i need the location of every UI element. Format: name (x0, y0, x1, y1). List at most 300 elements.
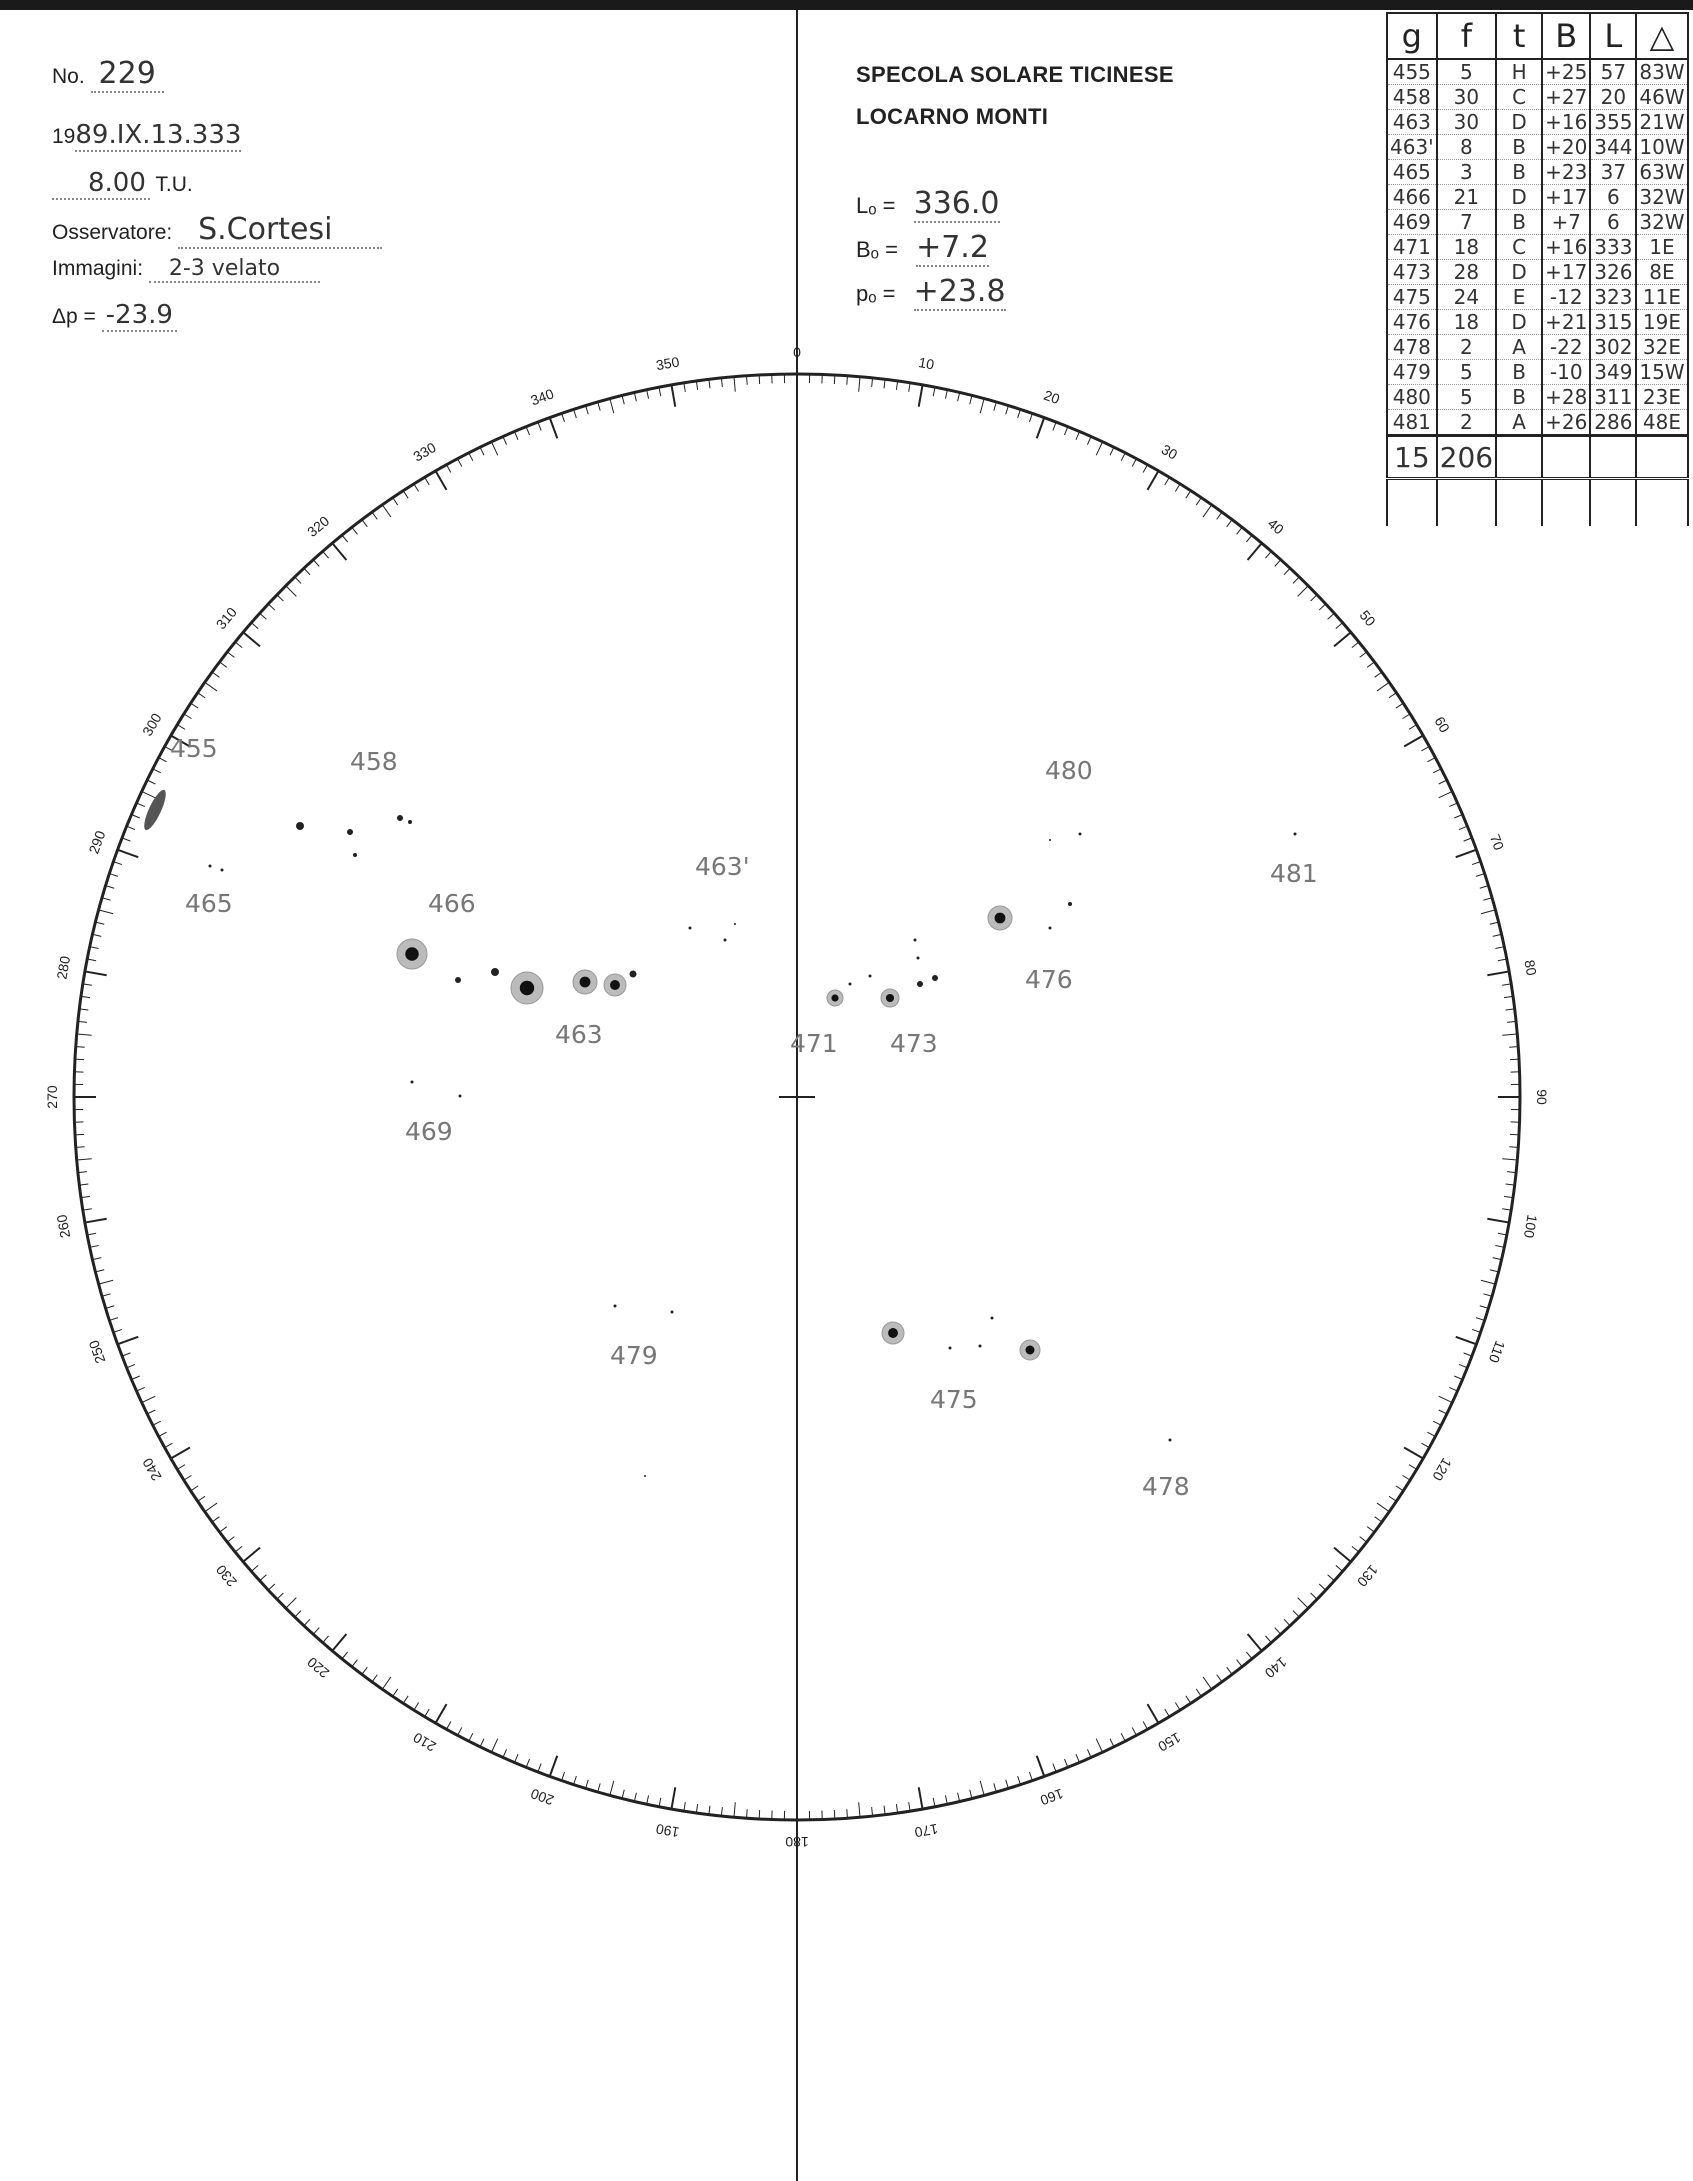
scale-tick (622, 1790, 624, 1799)
scale-tick (1490, 1270, 1499, 1272)
table-cell: 2 (1437, 410, 1496, 436)
scale-tick (1037, 418, 1045, 439)
group-label: 476 (1025, 965, 1073, 994)
scale-tick (1360, 652, 1367, 658)
table-cell: 32W (1636, 210, 1687, 235)
table-cell: 480 (1387, 385, 1437, 410)
scale-tick (342, 535, 348, 542)
scale-tick (142, 791, 156, 797)
scale-tick (1319, 604, 1326, 610)
scale-tick (436, 471, 447, 490)
scale-tick (1006, 1780, 1009, 1789)
scale-tick (586, 406, 589, 415)
scale-tick (362, 1667, 367, 1674)
scale-tick (469, 453, 473, 461)
scale-tick (1311, 595, 1317, 601)
table-cell: D (1496, 110, 1542, 135)
scale-tick (1175, 1703, 1180, 1711)
scale-tick (491, 1739, 497, 1753)
scale-tick (1509, 1147, 1518, 1148)
scale-tick (562, 413, 565, 422)
scale-tick (684, 383, 685, 392)
scale-tick (1064, 1759, 1067, 1767)
group-label: 465 (185, 889, 233, 918)
observer-label: Osservatore: (52, 221, 173, 244)
scale-tick (1367, 662, 1374, 667)
table-cell: 479 (1387, 360, 1437, 385)
scale-tick (425, 1709, 430, 1717)
scale-tick (1298, 586, 1309, 597)
angle-label: 170 (913, 1820, 940, 1841)
scale-tick (1076, 431, 1080, 439)
scale-tick (260, 1575, 267, 1581)
total-groups: 15 (1387, 436, 1437, 479)
scale-tick (1237, 527, 1243, 534)
scale-tick (313, 560, 319, 567)
time-value: 8.00 (52, 168, 150, 200)
sunspot-dot (614, 1305, 617, 1308)
table-cell: +17 (1542, 185, 1590, 210)
table-cell: +27 (1542, 85, 1590, 110)
table-cell: 463' (1387, 135, 1437, 160)
scale-tick (137, 803, 145, 807)
angle-label: 100 (1520, 1213, 1541, 1240)
table-cell: 46W (1636, 85, 1687, 110)
param-B0-label: Bₒ = (856, 237, 898, 262)
scale-tick (177, 725, 185, 730)
table-cell: C (1496, 235, 1542, 260)
table-cell: 473 (1387, 260, 1437, 285)
scale-tick (1483, 1294, 1492, 1296)
angle-label: 200 (528, 1785, 556, 1809)
scale-tick (393, 1689, 398, 1696)
sunspot-dot (979, 1345, 982, 1348)
scale-tick (1076, 1754, 1080, 1762)
table-cell: 7 (1437, 210, 1496, 235)
scale-tick (480, 447, 484, 455)
scale-tick (734, 1802, 735, 1817)
table-cell: 8 (1437, 135, 1496, 160)
scale-tick (1087, 437, 1091, 445)
group-label: 469 (405, 1117, 453, 1146)
scale-tick (859, 377, 860, 392)
angle-label: 250 (85, 1338, 109, 1366)
scale-tick (205, 1503, 217, 1512)
table-cell: 476 (1387, 310, 1437, 335)
scale-tick (1502, 1034, 1517, 1035)
scale-tick (1367, 1527, 1374, 1532)
scale-tick (1439, 1410, 1447, 1414)
scale-tick (634, 1793, 636, 1802)
sunspot-dot (455, 977, 461, 983)
sunspot-dot (644, 1475, 646, 1477)
scale-tick (1053, 422, 1056, 430)
scale-tick (480, 1739, 484, 1747)
scale-tick (1476, 1318, 1485, 1321)
scale-tick (1029, 413, 1032, 422)
table-cell: 466 (1387, 185, 1437, 210)
scale-tick (1360, 1537, 1367, 1543)
angle-label: 0 (793, 344, 801, 360)
group-label: 458 (350, 747, 398, 776)
scale-tick (77, 1159, 92, 1160)
scale-tick (1284, 1619, 1290, 1626)
sunspot-dot (1079, 833, 1082, 836)
scale-tick (574, 409, 577, 418)
group-label: 480 (1045, 756, 1093, 785)
scale-tick (1403, 1475, 1411, 1480)
param-p0-value: +23.8 (913, 274, 1006, 309)
scale-tick (562, 1772, 565, 1781)
scale-tick (1375, 1517, 1382, 1522)
sunspot-dot (397, 815, 403, 821)
scale-tick (586, 1780, 589, 1789)
scale-tick (277, 595, 283, 601)
scale-tick (85, 1219, 107, 1223)
scale-tick (220, 1527, 227, 1532)
sunspot-dot (914, 939, 917, 942)
scale-tick (403, 491, 408, 499)
sunspot-umbra (580, 977, 591, 988)
scale-tick (1064, 427, 1067, 435)
table-cell: H (1496, 59, 1542, 85)
scale-tick (1421, 1443, 1429, 1447)
table-cell: 355 (1590, 110, 1636, 135)
scale-tick (414, 1703, 419, 1711)
table-cell: 5 (1437, 360, 1496, 385)
scale-tick (1087, 1749, 1091, 1757)
table-cell: 478 (1387, 335, 1437, 360)
scale-tick (1275, 1628, 1281, 1635)
group-label: 473 (890, 1029, 938, 1058)
sunspot-dot (1294, 833, 1297, 836)
sunspot-dot (734, 923, 736, 925)
scale-tick (1481, 1280, 1495, 1284)
scale-tick (1227, 1667, 1232, 1674)
table-cell: C (1496, 85, 1542, 110)
table-cell: +21 (1542, 310, 1590, 335)
scale-tick (1483, 898, 1492, 900)
scale-tick (1336, 623, 1343, 629)
scale-tick (1396, 1486, 1404, 1491)
scale-tick (118, 1337, 139, 1345)
scale-tick (1018, 409, 1021, 418)
scale-tick (491, 442, 497, 456)
scale-tick (1196, 498, 1201, 505)
scale-tick (153, 1421, 161, 1425)
scale-tick (909, 1802, 910, 1811)
scale-tick (598, 402, 600, 411)
table-cell: 455 (1387, 59, 1437, 85)
scale-tick (251, 1565, 258, 1571)
scale-tick (1248, 1634, 1262, 1651)
col-header-g: g (1387, 13, 1437, 59)
scale-tick (184, 714, 192, 719)
angle-label: 350 (654, 353, 681, 374)
observatory-location: LOCARNO MONTI (856, 104, 1049, 129)
group-label: 463' (695, 852, 750, 881)
table-cell: B (1496, 385, 1542, 410)
sunspot-dot (353, 853, 357, 857)
scale-tick (227, 652, 234, 658)
scale-tick (93, 1258, 102, 1260)
angle-label: 40 (1264, 515, 1287, 538)
scale-tick (671, 1787, 675, 1809)
table-cell: 349 (1590, 360, 1636, 385)
scale-tick (734, 377, 735, 392)
table-cell: +16 (1542, 235, 1590, 260)
scale-tick (332, 1634, 346, 1651)
param-L0-label: Lₒ = (856, 193, 896, 218)
table-cell: 48E (1636, 410, 1687, 436)
group-label: 471 (790, 1029, 838, 1058)
table-cell: A (1496, 410, 1542, 436)
table-cell: 37 (1590, 160, 1636, 185)
scale-tick (251, 623, 258, 629)
scale-tick (684, 1802, 685, 1811)
table-cell: +23 (1542, 160, 1590, 185)
scale-tick (191, 703, 199, 708)
table-cell: 344 (1590, 135, 1636, 160)
sunspot-dot (491, 968, 499, 976)
col-header-B: B (1542, 13, 1590, 59)
scale-tick (1110, 1739, 1114, 1747)
scale-tick (847, 1809, 848, 1818)
angle-label: 310 (212, 604, 240, 633)
sunspot-dot (347, 829, 353, 835)
scale-tick (352, 1660, 358, 1667)
scale-tick (393, 498, 398, 505)
group-label: 478 (1142, 1472, 1190, 1501)
table-cell: 458 (1387, 85, 1437, 110)
table-cell: 323 (1590, 285, 1636, 310)
scale-tick (1186, 1696, 1191, 1704)
scale-tick (980, 399, 984, 413)
scale-tick (1487, 1219, 1509, 1223)
scale-tick (1480, 886, 1489, 889)
scale-tick (1375, 672, 1382, 677)
scale-tick (1029, 1772, 1032, 1781)
scale-tick (304, 1619, 310, 1626)
sunspot-umbra (886, 994, 894, 1002)
scale-tick (1311, 1593, 1317, 1599)
col-header-t: t (1496, 13, 1542, 59)
table-cell: E (1496, 285, 1542, 310)
scale-tick (1454, 815, 1462, 819)
scale-tick (286, 586, 297, 597)
scale-tick (1175, 484, 1180, 492)
scale-tick (106, 1306, 115, 1309)
scale-tick (1293, 577, 1299, 583)
scale-tick (1148, 1704, 1159, 1723)
scale-tick (1196, 1689, 1201, 1696)
scale-tick (446, 1721, 450, 1729)
scale-tick (382, 505, 391, 517)
scale-tick (1328, 1575, 1335, 1581)
scale-tick (1493, 934, 1502, 936)
scale-tick (1096, 442, 1102, 456)
table-cell: 311 (1590, 385, 1636, 410)
scale-tick (458, 459, 462, 467)
param-p0-label: pₒ = (856, 281, 896, 306)
scale-tick (1480, 1306, 1489, 1309)
scale-tick (1389, 693, 1396, 698)
scale-tick (177, 1465, 185, 1470)
angle-label: 280 (53, 954, 74, 981)
scale-tick (109, 1318, 118, 1321)
scale-tick (550, 1756, 558, 1777)
table-cell: 6 (1590, 210, 1636, 235)
table-cell: 471 (1387, 235, 1437, 260)
scale-tick (1377, 1503, 1389, 1512)
table-cell: 8E (1636, 260, 1687, 285)
scale-tick (77, 1034, 92, 1035)
scale-tick (526, 1759, 529, 1767)
table-cell: 15W (1636, 360, 1687, 385)
scale-tick (212, 672, 219, 677)
angle-label: 210 (410, 1729, 439, 1755)
scale-tick (220, 662, 227, 667)
table-cell: B (1496, 360, 1542, 385)
table-cell: B (1496, 210, 1542, 235)
scale-tick (859, 1802, 860, 1817)
scale-tick (184, 1475, 192, 1480)
sunspot-dot (991, 1317, 994, 1320)
sunspot-dot (209, 865, 212, 868)
table-cell: 286 (1590, 410, 1636, 436)
scale-tick (122, 838, 130, 841)
table-cell: +17 (1542, 260, 1590, 285)
scale-tick (127, 1364, 135, 1367)
scale-tick (1246, 1652, 1252, 1659)
scale-tick (919, 1787, 923, 1809)
table-cell: 24 (1437, 285, 1496, 310)
table-cell: 30 (1437, 85, 1496, 110)
scale-tick (122, 1353, 130, 1356)
scale-tick (538, 1764, 541, 1772)
scale-tick (127, 826, 135, 829)
scale-tick (1449, 803, 1457, 807)
sunspot-umbra (520, 981, 534, 995)
scale-tick (1427, 1432, 1435, 1436)
table-cell: D (1496, 310, 1542, 335)
sunspot-dot (671, 1311, 674, 1314)
scale-tick (165, 1443, 173, 1447)
table-cell: 302 (1590, 335, 1636, 360)
scale-tick (235, 642, 242, 648)
scale-tick (118, 850, 139, 858)
scale-tick (610, 1781, 614, 1795)
angle-label: 50 (1356, 607, 1379, 630)
scale-tick (1203, 1677, 1212, 1689)
sunspot-dot (221, 869, 224, 872)
scale-tick (1096, 1739, 1102, 1753)
sunspot-umbra (995, 913, 1006, 924)
table-cell: 83W (1636, 59, 1687, 85)
scale-tick (414, 484, 419, 492)
scale-tick (76, 1047, 85, 1048)
sunspot-dot (459, 1095, 462, 1098)
scale-tick (1053, 1764, 1056, 1772)
table-cell: A (1496, 335, 1542, 360)
scale-tick (469, 1733, 473, 1741)
scale-tick (171, 1448, 190, 1459)
scale-tick (538, 422, 541, 430)
scale-tick (95, 1270, 104, 1272)
date-prefix: 19 (52, 125, 76, 148)
scale-tick (198, 1496, 205, 1501)
scale-tick (1203, 505, 1212, 517)
scale-tick (159, 758, 167, 762)
sunspot-umbra (831, 994, 838, 1001)
table-cell: 469 (1387, 210, 1437, 235)
scale-tick (425, 477, 430, 485)
scale-tick (1459, 826, 1467, 829)
scale-tick (515, 431, 519, 439)
sunspot-dot (411, 1081, 414, 1084)
scale-tick (277, 1593, 283, 1599)
group-label: 479 (610, 1341, 658, 1370)
table-cell: 21W (1636, 110, 1687, 135)
sunspot-dot (296, 822, 304, 830)
table-cell: 481 (1387, 410, 1437, 436)
report-number-value: 229 (91, 56, 164, 93)
table-cell: B (1496, 135, 1542, 160)
sunspot-dot (949, 1347, 952, 1350)
table-cell: 10W (1636, 135, 1687, 160)
scale-tick (313, 1628, 319, 1635)
table-cell: 3 (1437, 160, 1496, 185)
observatory-name: SPECOLA SOLARE TICINESE (856, 62, 1174, 87)
scale-tick (747, 376, 748, 385)
table-cell: 333 (1590, 235, 1636, 260)
scale-tick (550, 418, 558, 439)
delta-p-value: -23.9 (102, 300, 177, 332)
scale-tick (131, 1376, 139, 1380)
sunspot-dot (869, 975, 872, 978)
scale-tick (243, 632, 260, 646)
sunspot-umbra (405, 947, 419, 961)
scale-tick (1352, 642, 1359, 648)
scale-tick (102, 898, 111, 900)
scale-tick (958, 1793, 960, 1802)
angle-label: 290 (85, 828, 109, 856)
table-cell: 315 (1590, 310, 1636, 335)
scale-tick (295, 577, 301, 583)
table-cell: 465 (1387, 160, 1437, 185)
scale-tick (352, 527, 358, 534)
scale-tick (95, 922, 104, 924)
sunspot-dot (1049, 839, 1051, 841)
scale-tick (1132, 1727, 1136, 1735)
scale-tick (1433, 1421, 1441, 1425)
scale-tick (970, 395, 972, 404)
total-spots: 206 (1437, 436, 1496, 479)
scale-tick (1132, 459, 1136, 467)
angle-label: 30 (1158, 440, 1181, 463)
table-cell: D (1496, 260, 1542, 285)
scale-tick (1490, 922, 1499, 924)
scale-tick (458, 1727, 462, 1735)
scale-tick (909, 383, 910, 392)
scale-tick (1476, 874, 1485, 877)
scale-tick (1293, 1611, 1299, 1617)
report-number-label: No. (52, 65, 85, 88)
table-cell: 2 (1437, 335, 1496, 360)
table-cell: D (1496, 185, 1542, 210)
scale-tick (1481, 910, 1495, 914)
table-cell: 63W (1636, 160, 1687, 185)
